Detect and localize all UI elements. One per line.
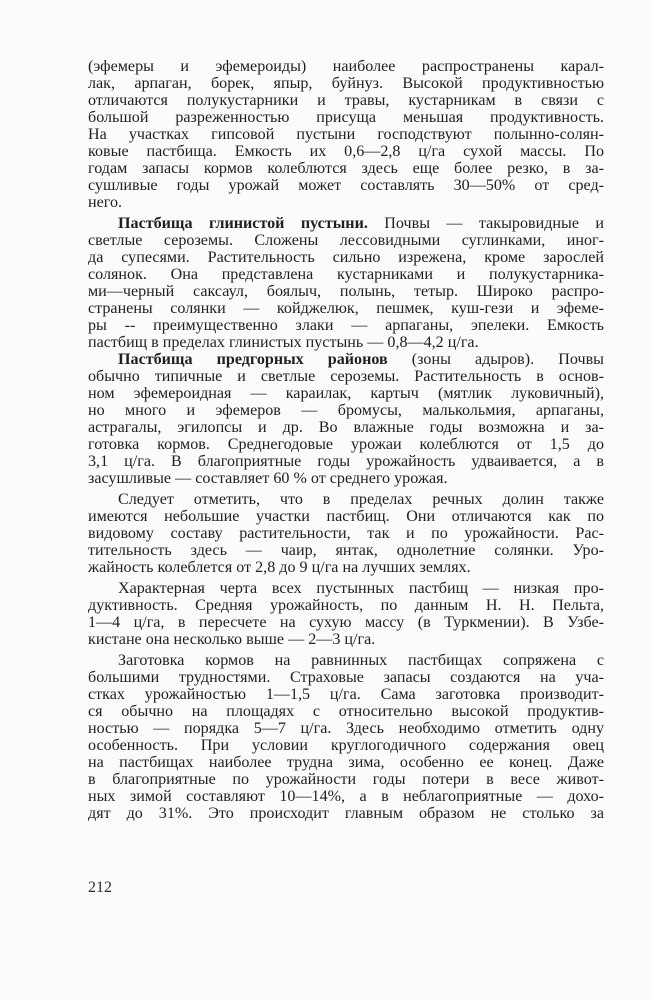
section-heading: Пастбища предгорных районов <box>118 351 388 368</box>
text-line: ных зимой составляют 10—14%, а в неблагоприятные — дохо- <box>88 788 604 805</box>
text-line: ся обычно на площадях с относительно высокой продуктив- <box>88 703 604 720</box>
text-line: На участках гипсовой пустыни господствуют полынно-солян- <box>88 126 604 143</box>
text-line: да супесями. Растительность сильно изрежена, кроме зарослей <box>88 249 604 266</box>
text-line: кистане она несколько выше — 2—3 ц/га. <box>88 631 376 648</box>
text-line: в благоприятные по урожайности годы потери в весе живот- <box>88 771 604 788</box>
section-heading: Пастбища глинистой пустыни. <box>118 215 368 232</box>
text-line: обычно типичные и светлые сероземы. Растительность в основ- <box>88 368 604 385</box>
text-line: дят до 31%. Это происходит главным образом не столько за <box>88 805 604 822</box>
text-line: ном эфемероидная — караилак, картыч (мятлик луковичный), <box>88 385 604 402</box>
text-line: ностью — порядка 5—7 ц/га. Здесь необходимо отметить одну <box>88 720 604 737</box>
text-line: сушливые годы урожай может составлять 30—50% от сред- <box>88 177 604 194</box>
text-line <box>88 215 604 232</box>
text-line: отличаются полукустарники и травы, кустарникам в связи с <box>88 92 604 109</box>
paragraph <box>88 58 604 211</box>
paragraph <box>88 491 604 576</box>
text-line: но много и эфемеров — бромусы, малькольмия, арпаганы, <box>88 402 604 419</box>
text-line: имеются небольшие участки пастбищ. Они отличаются как по <box>88 508 604 525</box>
text-line: лак, арпаган, борек, япыр, буйнуз. Высокой продуктивностью <box>88 75 604 92</box>
text-line: ми—черный саксаул, боялыч, полынь, тетыр. Широко распро- <box>88 283 604 300</box>
text-line: годам запасы кормов колеблются здесь еще более резко, в за- <box>88 160 604 177</box>
text-line: тительность здесь — чаир, янтак, однолетние солянки. Уро- <box>88 542 604 559</box>
text-line: засушливые — составляет 60 % от среднего урожая. <box>88 470 448 487</box>
text-line: светлые сероземы. Сложены лессовидными суглинками, иног- <box>88 232 604 249</box>
text-line: Следует отметить, что в пределах речных долин также <box>118 491 604 508</box>
page-number: 212 <box>88 879 112 896</box>
text-line: особенность. При условии круглогодичного содержания овец <box>88 737 604 754</box>
text-line: готовка кормов. Среднегодовые урожаи колеблются от 1,5 до <box>88 436 604 453</box>
text-line: на пастбищах наиболее трудна зима, особенно ее конец. Даже <box>88 754 604 771</box>
text-line: ры -- преимущественно злаки — арпаганы, эпелеки. Емкость <box>88 317 604 334</box>
text-line: стках урожайностью 1—1,5 ц/га. Сама заготовка производит- <box>88 686 604 703</box>
text-line: большой разреженностью присуща меньшая продуктивность. <box>88 109 604 126</box>
paragraph <box>88 652 604 822</box>
text-line: странены солянки — койджелюк, пешмек, куш-гези и эфеме- <box>88 300 604 317</box>
text-line: солянок. Она представлена кустарниками и полукустарника- <box>88 266 604 283</box>
text-line: большими трудностями. Страховые запасы создаются на уча- <box>88 669 604 686</box>
paragraph <box>88 351 604 487</box>
text-line: астрагалы, эгилопсы и др. Во влажные годы возможна и за- <box>88 419 604 436</box>
text-line: (эфемеры и эфемероиды) наиболее распространены карал- <box>88 58 604 75</box>
paragraph <box>88 580 604 648</box>
page-text <box>88 58 604 822</box>
text-fragment: Почвы — такыровидные и <box>367 215 604 232</box>
text-line: жайность колеблется от 2,8 до 9 ц/га на лучших землях. <box>88 559 471 576</box>
text-fragment: (зоны адыров). Почвы <box>387 351 604 368</box>
text-line: видовому составу растительности, так и по урожайности. Рас- <box>88 525 604 542</box>
paragraph <box>88 215 604 351</box>
text-line: Характерная черта всех пустынных пастбищ — низкая про- <box>118 580 604 597</box>
text-line: Заготовка кормов на равнинных пастбищах сопряжена с <box>118 652 604 669</box>
text-line: 1—4 ц/га, в пересчете на сухую массу (в Туркмении). В Узбе- <box>88 614 604 631</box>
text-line: ковые пастбища. Емкость их 0,6—2,8 ц/га сухой массы. По <box>88 143 604 160</box>
text-line: пастбищ в пределах глинистых пустынь — 0,8—4,2 ц/га. <box>88 334 479 351</box>
text-line: 3,1 ц/га. В благоприятные годы урожайность удваивается, а в <box>88 453 604 470</box>
text-line: него. <box>88 194 123 211</box>
text-line: дуктивность. Средняя урожайность, по данным Н. Н. Пельта, <box>88 597 604 614</box>
text-line <box>88 351 604 368</box>
